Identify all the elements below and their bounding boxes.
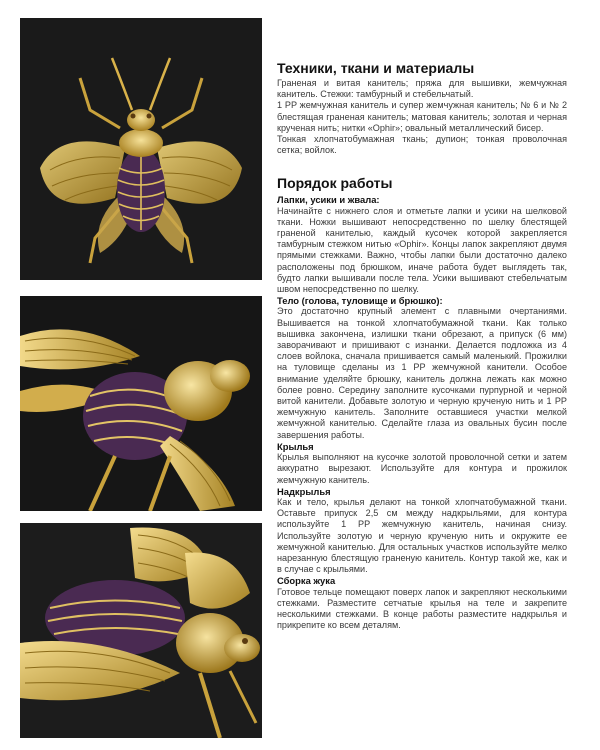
beetle-top-illustration (20, 18, 262, 280)
photo-beetle-detail (20, 523, 262, 738)
subsection-title-legs: Лапки, усики и жвала: (277, 194, 380, 206)
photo-beetle-closeup (20, 296, 262, 511)
materials-paragraph: Тонкая хлопчатобумажная ткань; дупион; тонкая проволочная сетка; войлок. (277, 134, 567, 156)
subsection-text-wings: Крылья выполняют на кусочке золотой проволочной сетки и затем аккуратно вырезают. Используйте для контура и прожилок жемчужную канитель. (277, 452, 567, 485)
subsection-text-elytra: Как и тело, крылья делают на тонкой хлопчатобумажной ткани. Оставьте припуск 2,5 см между надкрыльями, для контура используйте 1 PP жемчужную канитель, начиная снизу. Используйте золотую и черную крученую нить и окружите ее жемчужной канителью. Для остальных участков используйте мелко нарезанную блестящую граненую канитель. Контур такой же, как и в случае с крыльями. (277, 496, 567, 575)
subsection-title-assembly: Сборка жука (277, 575, 336, 587)
subsection-title-elytra: Надкрылья (277, 485, 331, 497)
subsection-text-body: Это достаточно крупный элемент с плавными очертаниями. Вышивается на тонкой хлопчатобумажной ткани. Как только вышивка закончена, излишки ткани обрезают, а припуск (6 мм) заворачивают и пришивают с изнанки. Делается подложка из 4 слоев войлока, сначала пришивается самый маленький. Прожилки на туловище сделаны из 1 PP жемчужной канители. Особое внимание уделяйте брюшку, канитель должна лежать как можно более ровно. Середину заполните кусочками пурпурной и черной витой канители. Добавьте золотую и черную крученую нить и 1 PP жемчужную канитель. Заполните оставшиеся участки мелкой жемчужной канителью. Сделайте глаза из овальных бусин после завершения работы. (277, 306, 567, 440)
subsection-title-body: Тело (голова, туловище и брюшко): (277, 295, 443, 307)
subsection-text-assembly: Готовое тельце помещают поверх лапок и закрепляют несколькими стежками. Разместите сетчатые крылья на теле и закрепите несколькими стежками. В конце работы разместите надкрылья и прикрепите ко всем деталям. (277, 586, 567, 631)
section-title-procedure: Порядок работы (277, 175, 393, 192)
materials-paragraph: 1 PP жемчужная канитель и супер жемчужная канитель; № 6 и № 2 блестящая граненая канитель; матовая канитель; золотая и черная крученая нить; нитки «Ophir»; овальный металлический бисер. (277, 100, 567, 133)
subsection-text-legs: Начинайте с нижнего слоя и отметьте лапки и усики на шелковой ткани. Ножки вышивают непосредственно по шелку блестящей граненой канителью, каждый кусочек которой закрепляется тамбурным стежком нитью «Ophir». Концы лапок закрепляют двумя прямыми стежками. Важно, чтобы лапки были достаточно далеко расположены под брюшком, иначе работа будет выглядеть так, будто лапки вышивали после тела. Усики вышивают стебельчатым швом непосредственно по шелку. (277, 205, 567, 295)
beetle-detail-illustration (20, 523, 262, 738)
text-column (277, 60, 567, 631)
beetle-closeup-illustration (20, 296, 262, 511)
section-title-materials: Техники, ткани и материалы (277, 60, 475, 76)
subsection-title-wings: Крылья (277, 440, 314, 452)
materials-paragraph: Граненая и витая канитель; пряжа для вышивки, жемчужная канитель. Стежки: тамбурный и стебельчатый. (277, 78, 567, 100)
photo-beetle-top (20, 18, 262, 280)
